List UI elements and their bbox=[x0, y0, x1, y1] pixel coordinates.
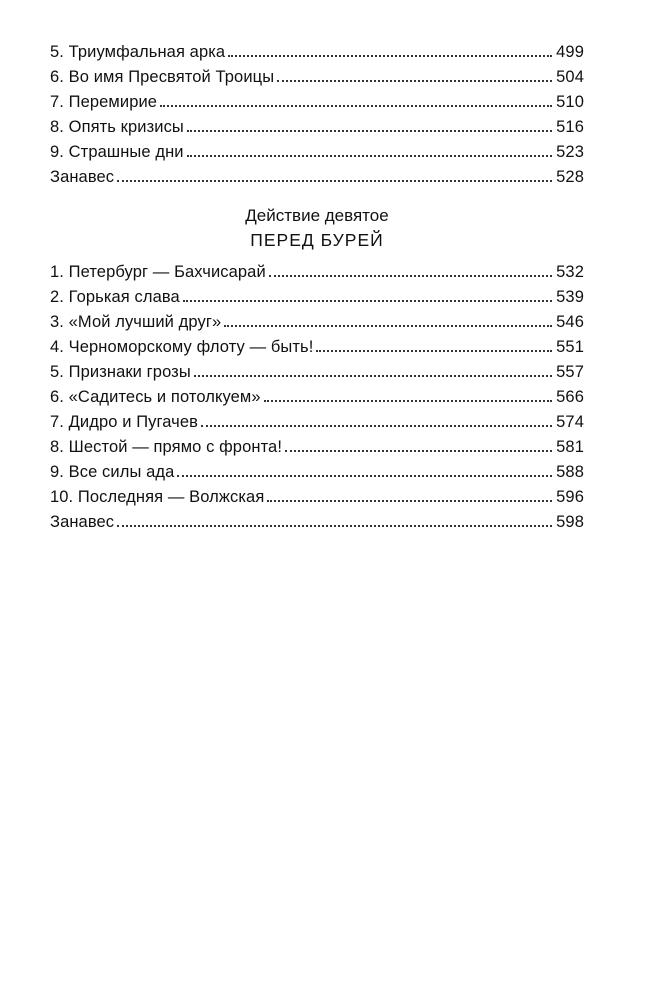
toc-entry-page: 598 bbox=[556, 513, 584, 531]
toc-entry bbox=[50, 385, 584, 410]
toc-entry bbox=[50, 410, 584, 435]
toc-dot-leader bbox=[264, 400, 553, 402]
toc-entry bbox=[50, 165, 584, 190]
toc-entry bbox=[50, 335, 584, 360]
toc-entry-page: 566 bbox=[556, 388, 584, 406]
toc-entry-title: 1. Петербург — Бахчисарай bbox=[50, 263, 266, 281]
toc-entry bbox=[50, 285, 584, 310]
toc-entry-title: Занавес bbox=[50, 513, 115, 531]
toc-entry-page: 581 bbox=[556, 438, 584, 456]
toc-entry bbox=[50, 115, 584, 140]
toc-dot-leader bbox=[183, 300, 552, 302]
toc-dot-leader bbox=[187, 130, 552, 132]
toc-entry bbox=[50, 510, 584, 535]
toc-entry-title: 8. Опять кризисы bbox=[50, 118, 184, 136]
toc-dot-leader bbox=[187, 155, 553, 157]
toc-entry-page: 551 bbox=[556, 338, 584, 356]
toc-entry-page: 523 bbox=[556, 143, 584, 161]
toc-entry-title: 7. Дидро и Пугачев bbox=[50, 413, 199, 431]
toc-entry-title: 9. Все силы ада bbox=[50, 463, 175, 481]
toc-entry-title: 7. Перемирие bbox=[50, 93, 158, 111]
section-heading bbox=[50, 204, 584, 252]
toc-entry-page: 516 bbox=[556, 118, 584, 136]
toc-entry-title: 5. Признаки грозы bbox=[50, 363, 191, 381]
toc-entry bbox=[50, 460, 584, 485]
toc-dot-leader bbox=[117, 525, 552, 527]
toc-entry-page: 499 bbox=[556, 43, 584, 61]
toc-entry-title: 10. Последняя — Волжская bbox=[50, 488, 265, 506]
toc-entry-page: 539 bbox=[556, 288, 584, 306]
toc-entry-title: 6. «Садитесь и потолкуем» bbox=[50, 388, 261, 406]
toc-dot-leader bbox=[228, 55, 552, 57]
toc-entry-page: 557 bbox=[556, 363, 584, 381]
toc-dot-leader bbox=[285, 450, 552, 452]
toc-entry-title: 8. Шестой — прямо с фронта! bbox=[50, 438, 282, 456]
toc-entry-page: 532 bbox=[556, 263, 584, 281]
toc-dot-leader bbox=[269, 275, 552, 277]
toc-entry bbox=[50, 260, 584, 285]
toc-entry bbox=[50, 65, 584, 90]
toc-entry-title: 6. Во имя Пресвятой Троицы bbox=[50, 68, 275, 86]
toc-dot-leader bbox=[194, 375, 552, 377]
toc-dot-leader bbox=[277, 80, 552, 82]
toc-entry-title: 9. Страшные дни bbox=[50, 143, 184, 161]
toc-entry-page: 528 bbox=[556, 168, 584, 186]
toc-dot-leader bbox=[224, 325, 552, 327]
toc-entry bbox=[50, 310, 584, 335]
toc-entry-title: 5. Триумфальная арка bbox=[50, 43, 226, 61]
toc-entry bbox=[50, 360, 584, 385]
toc-entry-title: Занавес bbox=[50, 168, 115, 186]
toc-list-continued bbox=[50, 40, 584, 190]
toc-entry-page: 588 bbox=[556, 463, 584, 481]
toc-entry bbox=[50, 40, 584, 65]
toc-entry-page: 574 bbox=[556, 413, 584, 431]
toc-entry-page: 546 bbox=[556, 313, 584, 331]
toc-entry-page: 510 bbox=[556, 93, 584, 111]
toc-entry-title: 4. Черноморскому флоту — быть! bbox=[50, 338, 314, 356]
toc-list-act-nine bbox=[50, 260, 584, 535]
toc-entry bbox=[50, 435, 584, 460]
toc-entry bbox=[50, 90, 584, 115]
toc-entry-page: 596 bbox=[556, 488, 584, 506]
toc-entry-page: 504 bbox=[556, 68, 584, 86]
section-act-title: Действие девятое bbox=[245, 206, 389, 225]
toc-dot-leader bbox=[160, 105, 552, 107]
toc-entry bbox=[50, 485, 584, 510]
toc-dot-leader bbox=[177, 475, 552, 477]
toc-entry-title: 3. «Мой лучший друг» bbox=[50, 313, 222, 331]
toc-entry-title: 2. Горькая слава bbox=[50, 288, 180, 306]
toc-dot-leader bbox=[316, 350, 552, 352]
toc-dot-leader bbox=[117, 180, 552, 182]
toc-entry bbox=[50, 140, 584, 165]
toc-dot-leader bbox=[201, 425, 552, 427]
toc-dot-leader bbox=[267, 500, 552, 502]
section-name-title: ПЕРЕД БУРЕЙ bbox=[250, 230, 384, 250]
